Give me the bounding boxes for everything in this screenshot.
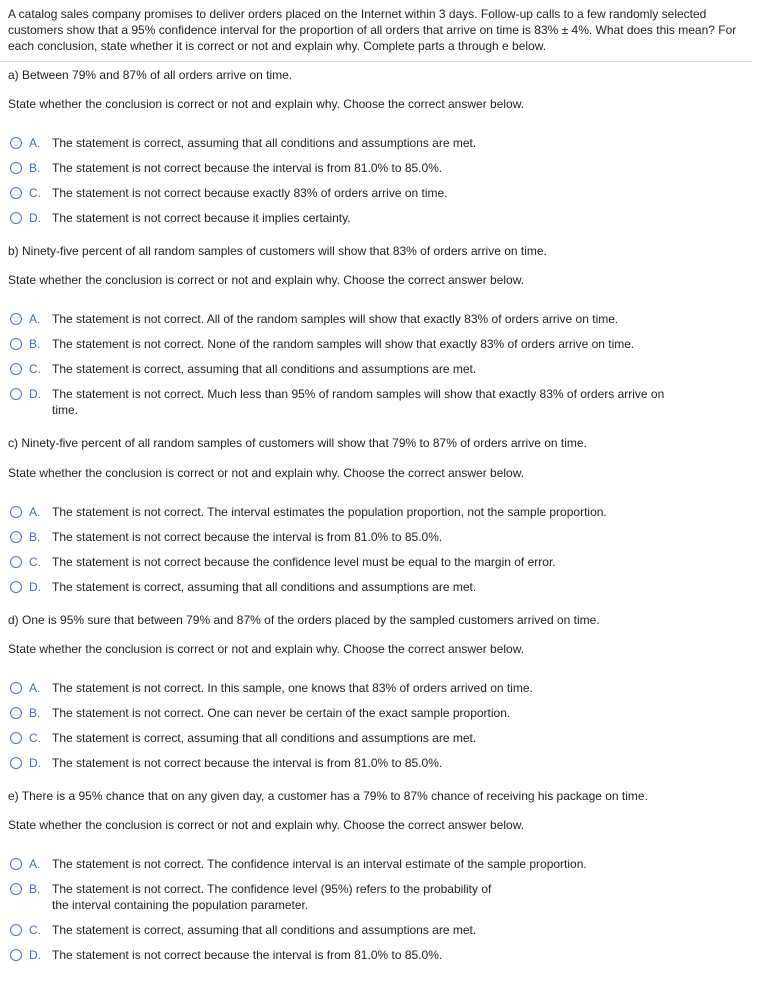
radio-button-icon[interactable]: [10, 556, 22, 568]
option-letter: B.: [29, 882, 41, 896]
option-text: The statement is not correct because the interval is from 81.0% to 85.0%.: [52, 948, 443, 962]
radio-button-icon[interactable]: [10, 707, 22, 719]
radio-button-icon[interactable]: [10, 212, 22, 224]
option-letter: A.: [29, 681, 41, 695]
radio-button-icon[interactable]: [10, 363, 22, 375]
option-text: The statement is not correct because the interval is from 81.0% to 85.0%.: [52, 756, 443, 770]
option-text: The statement is not correct. None of the random samples will show that exactly 83% of orders arrive on time.: [52, 337, 635, 351]
radio-button-icon[interactable]: [10, 137, 22, 149]
part-a-question: a) Between 79% and 87% of all orders arrive on time.: [8, 68, 293, 82]
radio-button-icon[interactable]: [10, 388, 22, 400]
option-text: The statement is not correct. The confidence level (95%) refers to the probability of the interval containing the population parameter.: [52, 882, 492, 912]
option-letter: D.: [29, 948, 41, 962]
radio-button-icon[interactable]: [10, 313, 22, 325]
part-c-option-d[interactable]: [10, 579, 730, 595]
radio-button-icon[interactable]: [10, 732, 22, 744]
option-letter: A.: [29, 136, 41, 150]
part-d-instruction: State whether the conclusion is correct or not and explain why. Choose the correct answer below.: [8, 642, 525, 656]
part-e-instruction: State whether the conclusion is correct or not and explain why. Choose the correct answer below.: [8, 818, 525, 832]
radio-button-icon[interactable]: [10, 883, 22, 895]
radio-button-icon[interactable]: [10, 506, 22, 518]
radio-button-icon[interactable]: [10, 338, 22, 350]
part-c-option-c[interactable]: [10, 554, 730, 570]
part-a-instruction: State whether the conclusion is correct or not and explain why. Choose the correct answer below.: [8, 97, 525, 111]
option-letter: D.: [29, 387, 41, 401]
part-e-option-a[interactable]: [10, 856, 730, 872]
option-letter: C.: [29, 362, 41, 376]
radio-button-icon[interactable]: [10, 581, 22, 593]
part-d-option-c[interactable]: [10, 730, 730, 746]
radio-button-icon[interactable]: [10, 531, 22, 543]
option-text: The statement is not correct because exactly 83% of orders arrive on time.: [52, 186, 448, 200]
problem-statement: A catalog sales company promises to deliver orders placed on the Internet within 3 days. Follow-up calls to a few randomly selected customers show that a 95% confidence interval for the proportion of all orders that arrive on time is 83% ± 4%. What does this mean? For each conclusion, state whether it is correct or not and explain why. Complete parts a through e below.: [8, 7, 737, 53]
part-a-option-b[interactable]: [10, 160, 730, 176]
option-text: The statement is not correct. The confidence interval is an interval estimate of the sample proportion.: [52, 857, 587, 871]
option-text: The statement is not correct because the interval is from 81.0% to 85.0%.: [52, 530, 443, 544]
option-letter: C.: [29, 923, 41, 937]
option-letter: D.: [29, 211, 41, 225]
part-c-question: c) Ninety-five percent of all random samples of customers will show that 79% to 87% of orders arrive on time.: [8, 436, 587, 450]
option-letter: B.: [29, 337, 41, 351]
option-letter: C.: [29, 186, 41, 200]
part-b-option-c[interactable]: [10, 361, 730, 377]
radio-button-icon[interactable]: [10, 949, 22, 961]
part-d-option-a[interactable]: [10, 680, 730, 696]
part-a-option-a[interactable]: [10, 135, 730, 151]
option-text: The statement is correct, assuming that all conditions and assumptions are met.: [52, 923, 477, 937]
part-b-question: b) Ninety-five percent of all random samples of customers will show that 83% of orders arrive on time.: [8, 244, 547, 258]
part-b-option-d[interactable]: [10, 386, 730, 418]
radio-button-icon[interactable]: [10, 162, 22, 174]
part-a-option-d[interactable]: [10, 210, 730, 226]
radio-button-icon[interactable]: [10, 682, 22, 694]
part-d-option-b[interactable]: [10, 705, 730, 721]
radio-button-icon[interactable]: [10, 757, 22, 769]
option-text: The statement is not correct. The interval estimates the population proportion, not the sample proportion.: [52, 505, 607, 519]
option-text: The statement is not correct. One can never be certain of the exact sample proportion.: [52, 706, 511, 720]
radio-button-icon[interactable]: [10, 187, 22, 199]
option-letter: C.: [29, 555, 41, 569]
part-a-option-c[interactable]: [10, 185, 730, 201]
divider: [0, 61, 752, 62]
part-b-option-a[interactable]: [10, 311, 730, 327]
part-e-option-b[interactable]: [10, 881, 730, 913]
option-letter: A.: [29, 857, 41, 871]
option-letter: A.: [29, 312, 41, 326]
option-letter: A.: [29, 505, 41, 519]
part-e-question: e) There is a 95% chance that on any given day, a customer has a 79% to 87% chance of receiving his package on time.: [8, 789, 648, 803]
part-e-option-c[interactable]: [10, 922, 730, 938]
option-letter: D.: [29, 756, 41, 770]
option-letter: B.: [29, 161, 41, 175]
option-text: The statement is correct, assuming that all conditions and assumptions are met.: [52, 731, 477, 745]
option-letter: B.: [29, 706, 41, 720]
option-text: The statement is not correct. In this sample, one knows that 83% of orders arrived on time.: [52, 681, 533, 695]
part-c-option-a[interactable]: [10, 504, 730, 520]
radio-button-icon[interactable]: [10, 858, 22, 870]
option-text: The statement is not correct. All of the random samples will show that exactly 83% of orders arrive on time.: [52, 312, 619, 326]
part-b-instruction: State whether the conclusion is correct or not and explain why. Choose the correct answer below.: [8, 273, 525, 287]
option-letter: C.: [29, 731, 41, 745]
part-d-question: d) One is 95% sure that between 79% and 87% of the orders placed by the sampled customers arrived on time.: [8, 613, 600, 627]
part-c-option-b[interactable]: [10, 529, 730, 545]
radio-button-icon[interactable]: [10, 924, 22, 936]
option-letter: D.: [29, 580, 41, 594]
option-text: The statement is correct, assuming that all conditions and assumptions are met.: [52, 580, 477, 594]
part-c-instruction: State whether the conclusion is correct or not and explain why. Choose the correct answer below.: [8, 466, 525, 480]
option-letter: B.: [29, 530, 41, 544]
part-e-option-d[interactable]: [10, 947, 730, 963]
part-d-option-d[interactable]: [10, 755, 730, 771]
option-text: The statement is correct, assuming that all conditions and assumptions are met.: [52, 136, 477, 150]
option-text: The statement is not correct because the interval is from 81.0% to 85.0%.: [52, 161, 443, 175]
option-text: The statement is not correct because it implies certainty.: [52, 211, 351, 225]
option-text: The statement is correct, assuming that all conditions and assumptions are met.: [52, 362, 477, 376]
option-text: The statement is not correct. Much less than 95% of random samples will show that exactly 83% of orders arrive on time.: [52, 387, 665, 417]
option-text: The statement is not correct because the confidence level must be equal to the margin of error.: [52, 555, 556, 569]
part-b-option-b[interactable]: [10, 336, 730, 352]
